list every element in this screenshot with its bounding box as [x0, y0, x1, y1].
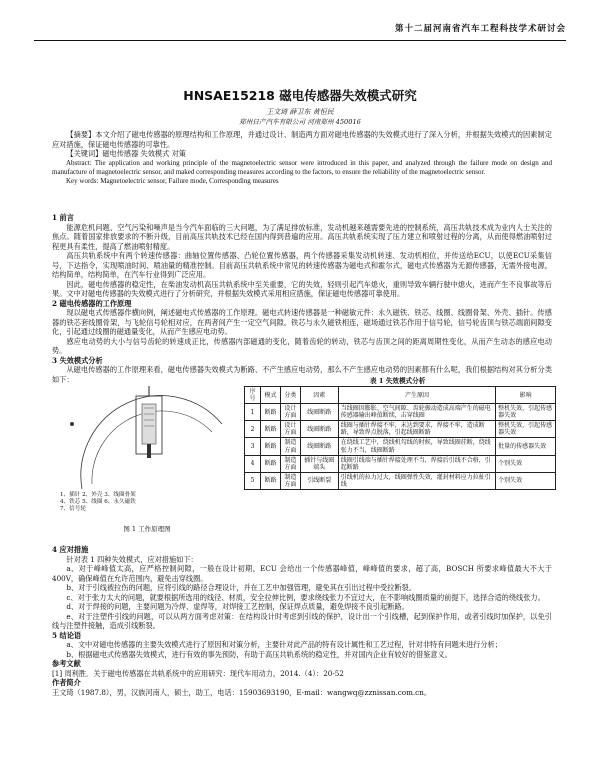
table-cell: 1	[245, 404, 261, 421]
table-cell: 在绕线工艺中，绕线机勾线的时候，导致线圈挂断，绕线张力不当，线圈断路	[338, 438, 495, 455]
body-lower	[52, 545, 552, 697]
table-cell: 当线圈因膨胀、空气间隙、齿轮振动造成高端产生的磁电传感器输出峰值断续，击穿线圈	[338, 404, 495, 421]
coil-bobbin	[142, 404, 156, 444]
table-row	[245, 404, 556, 421]
section-4-item-d: d、对于焊接的问题，主要问题为冷焊、虚焊等，对焊接工艺控制，保证焊点质量，避免焊接不良引起断路。	[66, 602, 409, 611]
table-header-row	[245, 387, 556, 404]
legend-line: 4、铁芯 5、线圈 6、永久磁铁	[60, 498, 136, 505]
section-4-intro: 针对表 1 四种失效模式，应对措施如下：	[66, 554, 198, 564]
table-cell: 引线机的拉力过大，线圈弹性失效，灌封材料应力拉扯引线	[338, 472, 495, 489]
legend-line: 7、信号轮	[60, 505, 86, 512]
section-2-para-1: 现以磁电式传感器作横向例，阐述磁电式传感器的工作原理。磁电式转速传感器是一种磁敏元件：永久磁铁、铁芯、线圈、线圈骨架、外壳、插针。传感器的铁芯套线圈骨架，与飞轮信号轮相对应，在两者间产生一定空气间隙。铁芯与永久磁铁相连，磁场通过铁芯作用于信号轮，信号轮齿顶与铁芯端面间隙变化，引起通过线圈的磁通量变化，从而产生感应电动势。	[52, 308, 552, 336]
paper-authors: 王文琦 薛卫东 黄恒民	[266, 108, 334, 116]
reference-1: [1] 周利胜．关于磁电传感器在共轨系统中的应用研究：现代车用动力，2014.（4）：20-52	[52, 668, 344, 678]
body-upper	[52, 213, 552, 384]
failure-mode-table	[244, 386, 556, 490]
figure-caption: 图 1 工作原理图	[123, 525, 171, 534]
section-3-title: 3 失效模式分析	[52, 355, 103, 365]
legend-line: 1、插针 2、外壳 3、线圈骨架	[60, 492, 136, 498]
section-1-title: 1 前言	[52, 213, 74, 222]
section-5-item-b: b、根据磁电式传感器失效模式，进行有效的事先预防，有助于高压共轨系统的稳定性，并对国内企业有较好的借鉴意义。	[66, 649, 452, 659]
running-header: 第十二届河南省汽车工程科技学术研讨会	[394, 24, 566, 34]
table-cell: 线圈断路	[300, 438, 338, 455]
header-rule	[34, 40, 566, 41]
table-row	[245, 455, 556, 472]
table-cell: 断路	[260, 404, 280, 421]
table-cell: 设计方面	[280, 404, 300, 421]
keywords-en: Key words: Magnetoelectric sensor, Failure mode, Corresponding measures	[66, 176, 279, 185]
author-bio: 王文琦（1987.8），男，汉族河南人，硕士，助工，电话：15903693190，E-mail：wangwq@zznissan.com.cn。	[52, 687, 432, 697]
table-caption: 表 1 失效模式分析	[370, 377, 426, 385]
sensor-diagram	[52, 384, 242, 494]
wheel-tooth-dot	[70, 422, 74, 426]
section-5-item-a: a、文中对磁电传感器的主要失效模式进行了原因和对策分析，主要针对此产品的特有设计属性和工艺过程，针对非特有问题未进行分析；	[66, 640, 502, 649]
section-1-para-2: 高压共轨系统中有两个转速传感器：曲轴位置传感器、凸轮位置传感器，两个传感器采集发动机转速、发动机相位，并传送给ECU，以使ECU采集信号，下达指令，实现喷油时间、喷油量的精准控制。目前高压共轨系统中常见的转速传感器为磁电式和霍尔式，磁电式传感器为无源传感器，无需外接电源，结构简单，结构简单，在汽车行业得到广泛应用。	[52, 251, 552, 279]
table-row	[245, 421, 556, 438]
figure-1	[52, 384, 242, 534]
table-cell: 3	[245, 438, 261, 455]
table-header: 序号	[245, 387, 261, 404]
table-cell: 线圈引线端与插针焊接处理不当，焊接后引线不合格，引起断路	[338, 455, 495, 472]
section-4-item-b: b、对于引线被拉伤的问题，应将引线的路径合理设计，并在工艺中加强管理，避免其在引出过程中受拉断裂。	[66, 583, 416, 592]
references-title: 参考文献	[52, 659, 81, 668]
section-1-para-3: 因此，磁电传感器的稳定性，在柴油发动机高压共轨系统中至关重要，它的失效，轻则引起汽车熄火，重则导致车辆行驶中熄火，进而产生不良事故等后果。文中对磁电传感器的失效模式进行了分析研究，并根据失效模式采用相应措施，保证磁电传感器可靠使用。	[52, 279, 552, 298]
table-cell: 批量的传感器失效	[496, 438, 556, 455]
figure-legend	[60, 492, 136, 513]
table-header: 产生原因	[338, 387, 495, 404]
section-3-para-1: 从磁电传感器的工作原理来看，磁电传感器失效模式为断路、不产生感应电动势，那么不产生感应电动势的因素都有什么呢，我们根据结构对其分析分类如下：	[52, 365, 552, 384]
table-cell: 断路	[260, 455, 280, 472]
table-cell: 设计方面	[280, 421, 300, 438]
abstract-cn: 【摘要】本文介绍了磁电传感器的原理结构和工作原理，并通过设计、制造两方面对磁电传感器的失效模式进行了深入分析，并根据失效模式的因素制定应对措施，保证磁电传感器的可靠性。	[52, 130, 552, 149]
keywords-cn: 【关键词】磁电传感器 失效模式 对策	[66, 149, 186, 158]
table-cell: 5	[245, 472, 261, 489]
author-info-title: 作者简介	[52, 678, 81, 687]
section-5-title: 5 结论语	[52, 630, 82, 640]
table-header: 模式	[260, 387, 280, 404]
abstract-block	[52, 130, 552, 186]
table-cell: 4	[245, 455, 261, 472]
table-cell: 断路	[260, 438, 280, 455]
abstract-en: Abstract: The application and working principle of the magnetoelectric sensor were introduced in this paper, and analyzed through the failure mode on design and manufacture of magnetoelectric sensor, and maked corresponding measures according to the factors, to ensure the reliability of the magnetoelectric sensor.	[52, 158, 552, 176]
section-4-item-c: c、对于张力太大的问题，就要根据所选用的线径、材质，安全拉伸比例，要求绕线张力不宜过大，在不影响线圈质量的前提下，选择合适的绕线张力。	[66, 592, 545, 602]
table-header: 影响	[496, 387, 556, 404]
table-header: 因素	[300, 387, 338, 404]
paper-title: HNSAE15218 磁电传感器失效模式研究	[183, 88, 417, 103]
table-cell: 制造方面	[280, 472, 300, 489]
table-row	[245, 438, 556, 455]
table-cell: 整机失效，引起传感器失效	[496, 421, 556, 438]
table-cell: 断路	[260, 472, 280, 489]
iron-core	[147, 444, 151, 458]
section-2-title: 2 磁电传感器的工作原理	[52, 298, 132, 308]
table-cell: 个别失效	[496, 455, 556, 472]
table-cell: 线圈断路	[300, 404, 338, 421]
table-cell: 线圈与插针焊接不牢，未达到要求，焊接不牢，造成断路，导致焊点脱落，引起线圈断路	[338, 421, 495, 438]
section-4-title: 4 应对措施	[52, 545, 89, 554]
section-4-item-e: e、对于注塑件引线的问题，可以从两方面考虑对策：在结构设计时考虑到引线的保护，设计出一个引线槽，起到保护作用，或者引线时加保护，以免引线与注塑件接触，造成引线断裂。	[52, 611, 552, 630]
table-cell: 整机失效，引起传感器失效	[496, 404, 556, 421]
table-cell: 制造方面	[280, 438, 300, 455]
section-1-para-1: 能源危机问题、空气污染和噪声是当今汽车面临的三大问题，为了满足排放标准，发动机越来越需要先进的控制系统，高压共轨技术成为业内人士关注的焦点。随着国家排放要求的不断升级，目前高压共轨技术已经在国内得到普遍的应用。高压共轨系统实现了压力建立和喷射过程的分离，从而使得燃油喷射过程更具有柔性，提高了燃油喷射精度。	[52, 222, 552, 251]
table-cell: 2	[245, 421, 261, 438]
section-2-para-2: 感应电动势的大小与信号齿轮的转速成正比，传感器内部磁通的变化，随着齿轮的转动，铁芯与齿顶之间的距离周期性变化，从而产生动态的感应电动势。	[52, 336, 552, 355]
section-4-item-a: a、对于峰峰值太高，应严格控制间隙，一般在设计初期，ECU 会给出一个传感器峰值，峰峰值的要求，超了高，BOSCH 所要求峰值最大不大于 400V，确保峰值在允许范围内，避免击穿线圈。	[52, 564, 552, 583]
table-cell: 个别失效	[496, 472, 556, 489]
table-row	[245, 472, 556, 489]
table-cell: 断路	[260, 421, 280, 438]
paper-affiliation: 郑州日产汽车有限公司 河南郑州 450016	[239, 118, 361, 126]
table-cell: 制造方面	[280, 455, 300, 472]
table-header: 分类	[280, 387, 300, 404]
table-cell: 线圈断路	[300, 421, 338, 438]
table-cell: 引线断裂	[300, 472, 338, 489]
table-cell: 插针与线圈端头	[300, 455, 338, 472]
